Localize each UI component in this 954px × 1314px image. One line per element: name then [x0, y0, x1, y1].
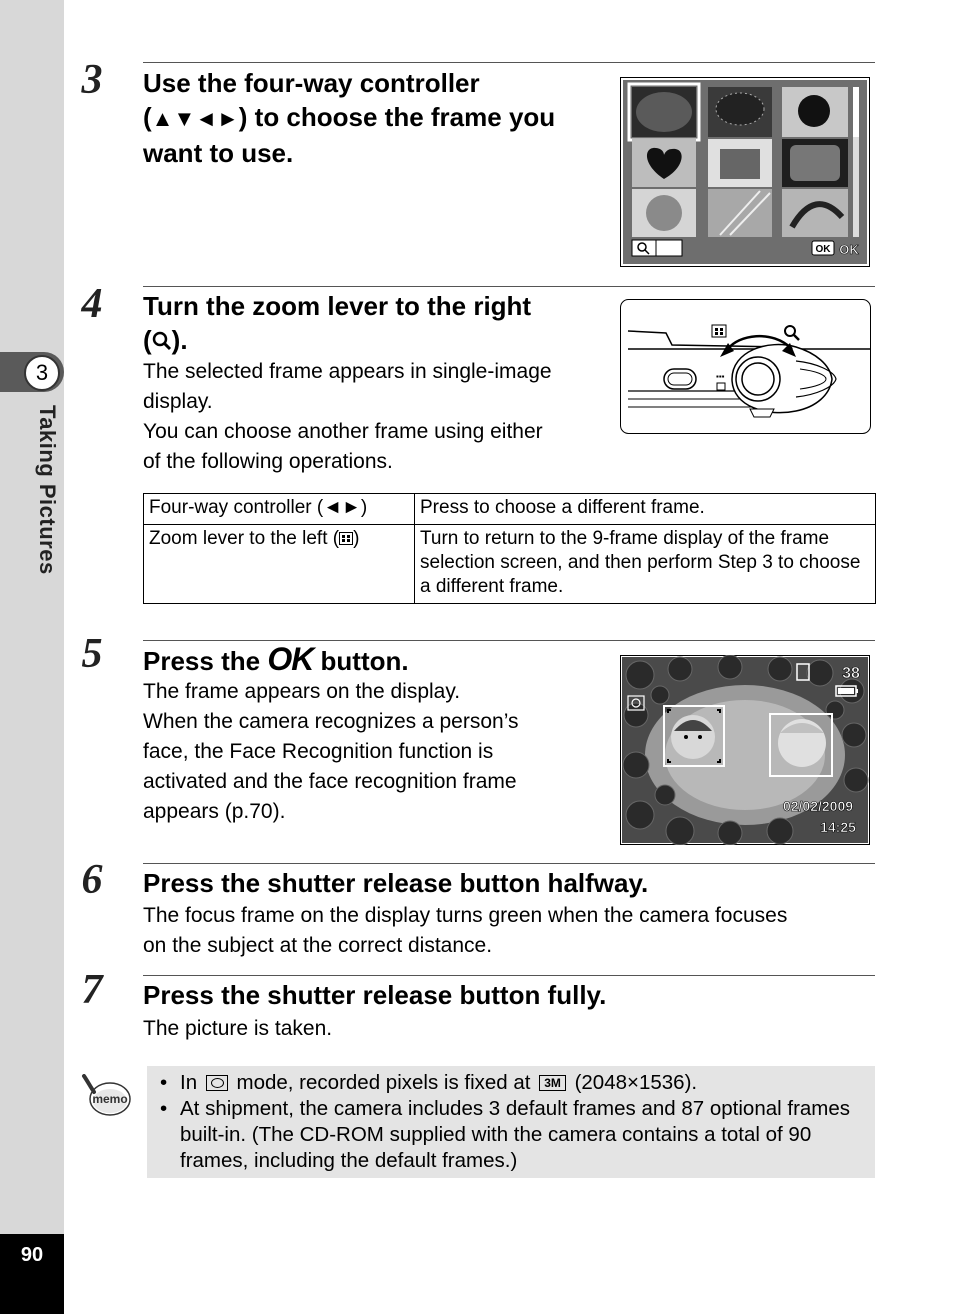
- step3-title-line1: Use the four-way controller: [143, 68, 480, 98]
- memo-item1-post: (2048×1536).: [574, 1071, 698, 1094]
- frame-display-screen-figure: [620, 655, 870, 845]
- list-item: [160, 1070, 865, 1096]
- memo-item1-mid: mode, recorded pixels is fixed at: [236, 1071, 531, 1094]
- step5-body-line3: face, the Face Recognition function is: [143, 740, 494, 763]
- memo-icon-label: memo: [92, 1092, 128, 1106]
- ok-button-glyph: OK: [267, 641, 314, 677]
- step3-number: 3: [81, 57, 103, 103]
- step5-body-line4: activated and the face recognition frame: [143, 770, 517, 793]
- screen-ok-text: OK: [839, 242, 859, 257]
- table-cell-operation: Four-way controller (◄►): [144, 494, 415, 525]
- zoom-operations-table: [143, 493, 876, 604]
- screen-time: 14:25: [820, 819, 856, 835]
- step4-body-line3: You can choose another frame using either: [143, 420, 543, 443]
- step4-number: 4: [81, 281, 103, 327]
- step3-arrows: ▲▼◄►: [151, 106, 239, 131]
- recorded-pixels-icon: 3M: [539, 1075, 566, 1091]
- table-cell-description: Press to choose a different frame.: [415, 494, 876, 525]
- step6-number: 6: [81, 857, 103, 903]
- step5-body-line5: appears (p.70).: [143, 800, 286, 823]
- step5-title: [143, 642, 409, 678]
- camera-top-zoom-lever-figure: [620, 299, 872, 435]
- step4-title-paren-open: (: [143, 325, 152, 355]
- step7-title: Press the shutter release button fully.: [143, 980, 607, 1010]
- table-row: [144, 494, 876, 525]
- step6-rule: [143, 863, 875, 864]
- step7-rule: [143, 975, 875, 976]
- step4-title-line2: [143, 323, 531, 357]
- zoom-tele-icon: [152, 331, 172, 351]
- table-cell-description: Turn to return to the 9-frame display of the frame selection screen, and then perform Step 3 to choose a different frame.: [415, 525, 876, 604]
- step3-title: [143, 66, 555, 170]
- step3-rule: [143, 62, 875, 63]
- frame-thumbnail-grid: [629, 84, 848, 237]
- step5-number: 5: [81, 631, 103, 677]
- step6-body: [143, 901, 875, 961]
- step3-title-line2: [143, 100, 555, 136]
- step5-body: [143, 677, 603, 827]
- table-cell-operation: [144, 525, 415, 604]
- shots-remaining: 38: [842, 665, 860, 682]
- step4-body-line2: display.: [143, 390, 213, 413]
- step5-title-post: button.: [320, 646, 409, 676]
- step4-title-paren-close: ).: [171, 325, 188, 355]
- step3-title-line3: want to use.: [143, 138, 294, 168]
- memo-icon: [80, 1074, 132, 1118]
- table-op-close: ): [353, 528, 360, 549]
- screen-date: 02/02/2009: [782, 798, 854, 814]
- page-number: 90: [20, 1244, 44, 1266]
- step5-body-line1: The frame appears on the display.: [143, 680, 461, 703]
- step5-body-line2: When the camera recognizes a person’s: [143, 710, 519, 733]
- svg-text:▪▪▪: ▪▪▪: [716, 372, 725, 381]
- chapter-side-tab: [0, 0, 64, 1314]
- memo-item1-pre: In: [180, 1071, 198, 1094]
- step3-title-paren: (: [143, 102, 152, 132]
- step6-title: Press the shutter release button halfway.: [143, 868, 649, 898]
- step4-body-line1: The selected frame appears in single-image: [143, 360, 552, 383]
- frame-selection-screen-figure: [620, 77, 870, 267]
- step6-body-line2: on the subject at the correct distance.: [143, 934, 493, 957]
- list-item: • At shipment, the camera includes 3 default frames and 87 optional frames built-in. (The CD-ROM supplied with the camera contains a total of 90 frames, including the default frames.): [160, 1096, 865, 1174]
- step4-rule: [143, 286, 875, 287]
- chapter-number: 3: [24, 355, 60, 391]
- table-row: [144, 525, 876, 604]
- step7-body: The picture is taken.: [143, 1017, 333, 1040]
- step3-title-rest: ) to choose the frame you: [238, 102, 556, 132]
- step7-number: 7: [81, 967, 103, 1013]
- step4-body: [143, 357, 603, 477]
- step5-rule: [143, 640, 875, 641]
- step4-title-line1: Turn the zoom lever to the right: [143, 291, 532, 321]
- step6-body-line1: The focus frame on the display turns green when the camera focuses: [143, 904, 788, 927]
- thumbnail-grid-icon: [339, 532, 353, 545]
- memo-list: [160, 1070, 865, 1174]
- table-op-text: Zoom lever to the left (: [149, 528, 340, 549]
- step4-body-line4: of the following operations.: [143, 450, 393, 473]
- chapter-title: Taking Pictures: [35, 405, 60, 575]
- step4-title: [143, 289, 531, 357]
- step5-title-pre: Press the: [143, 646, 261, 676]
- frame-mode-icon: [206, 1075, 228, 1091]
- screen-ok-button-label: OK: [815, 244, 831, 255]
